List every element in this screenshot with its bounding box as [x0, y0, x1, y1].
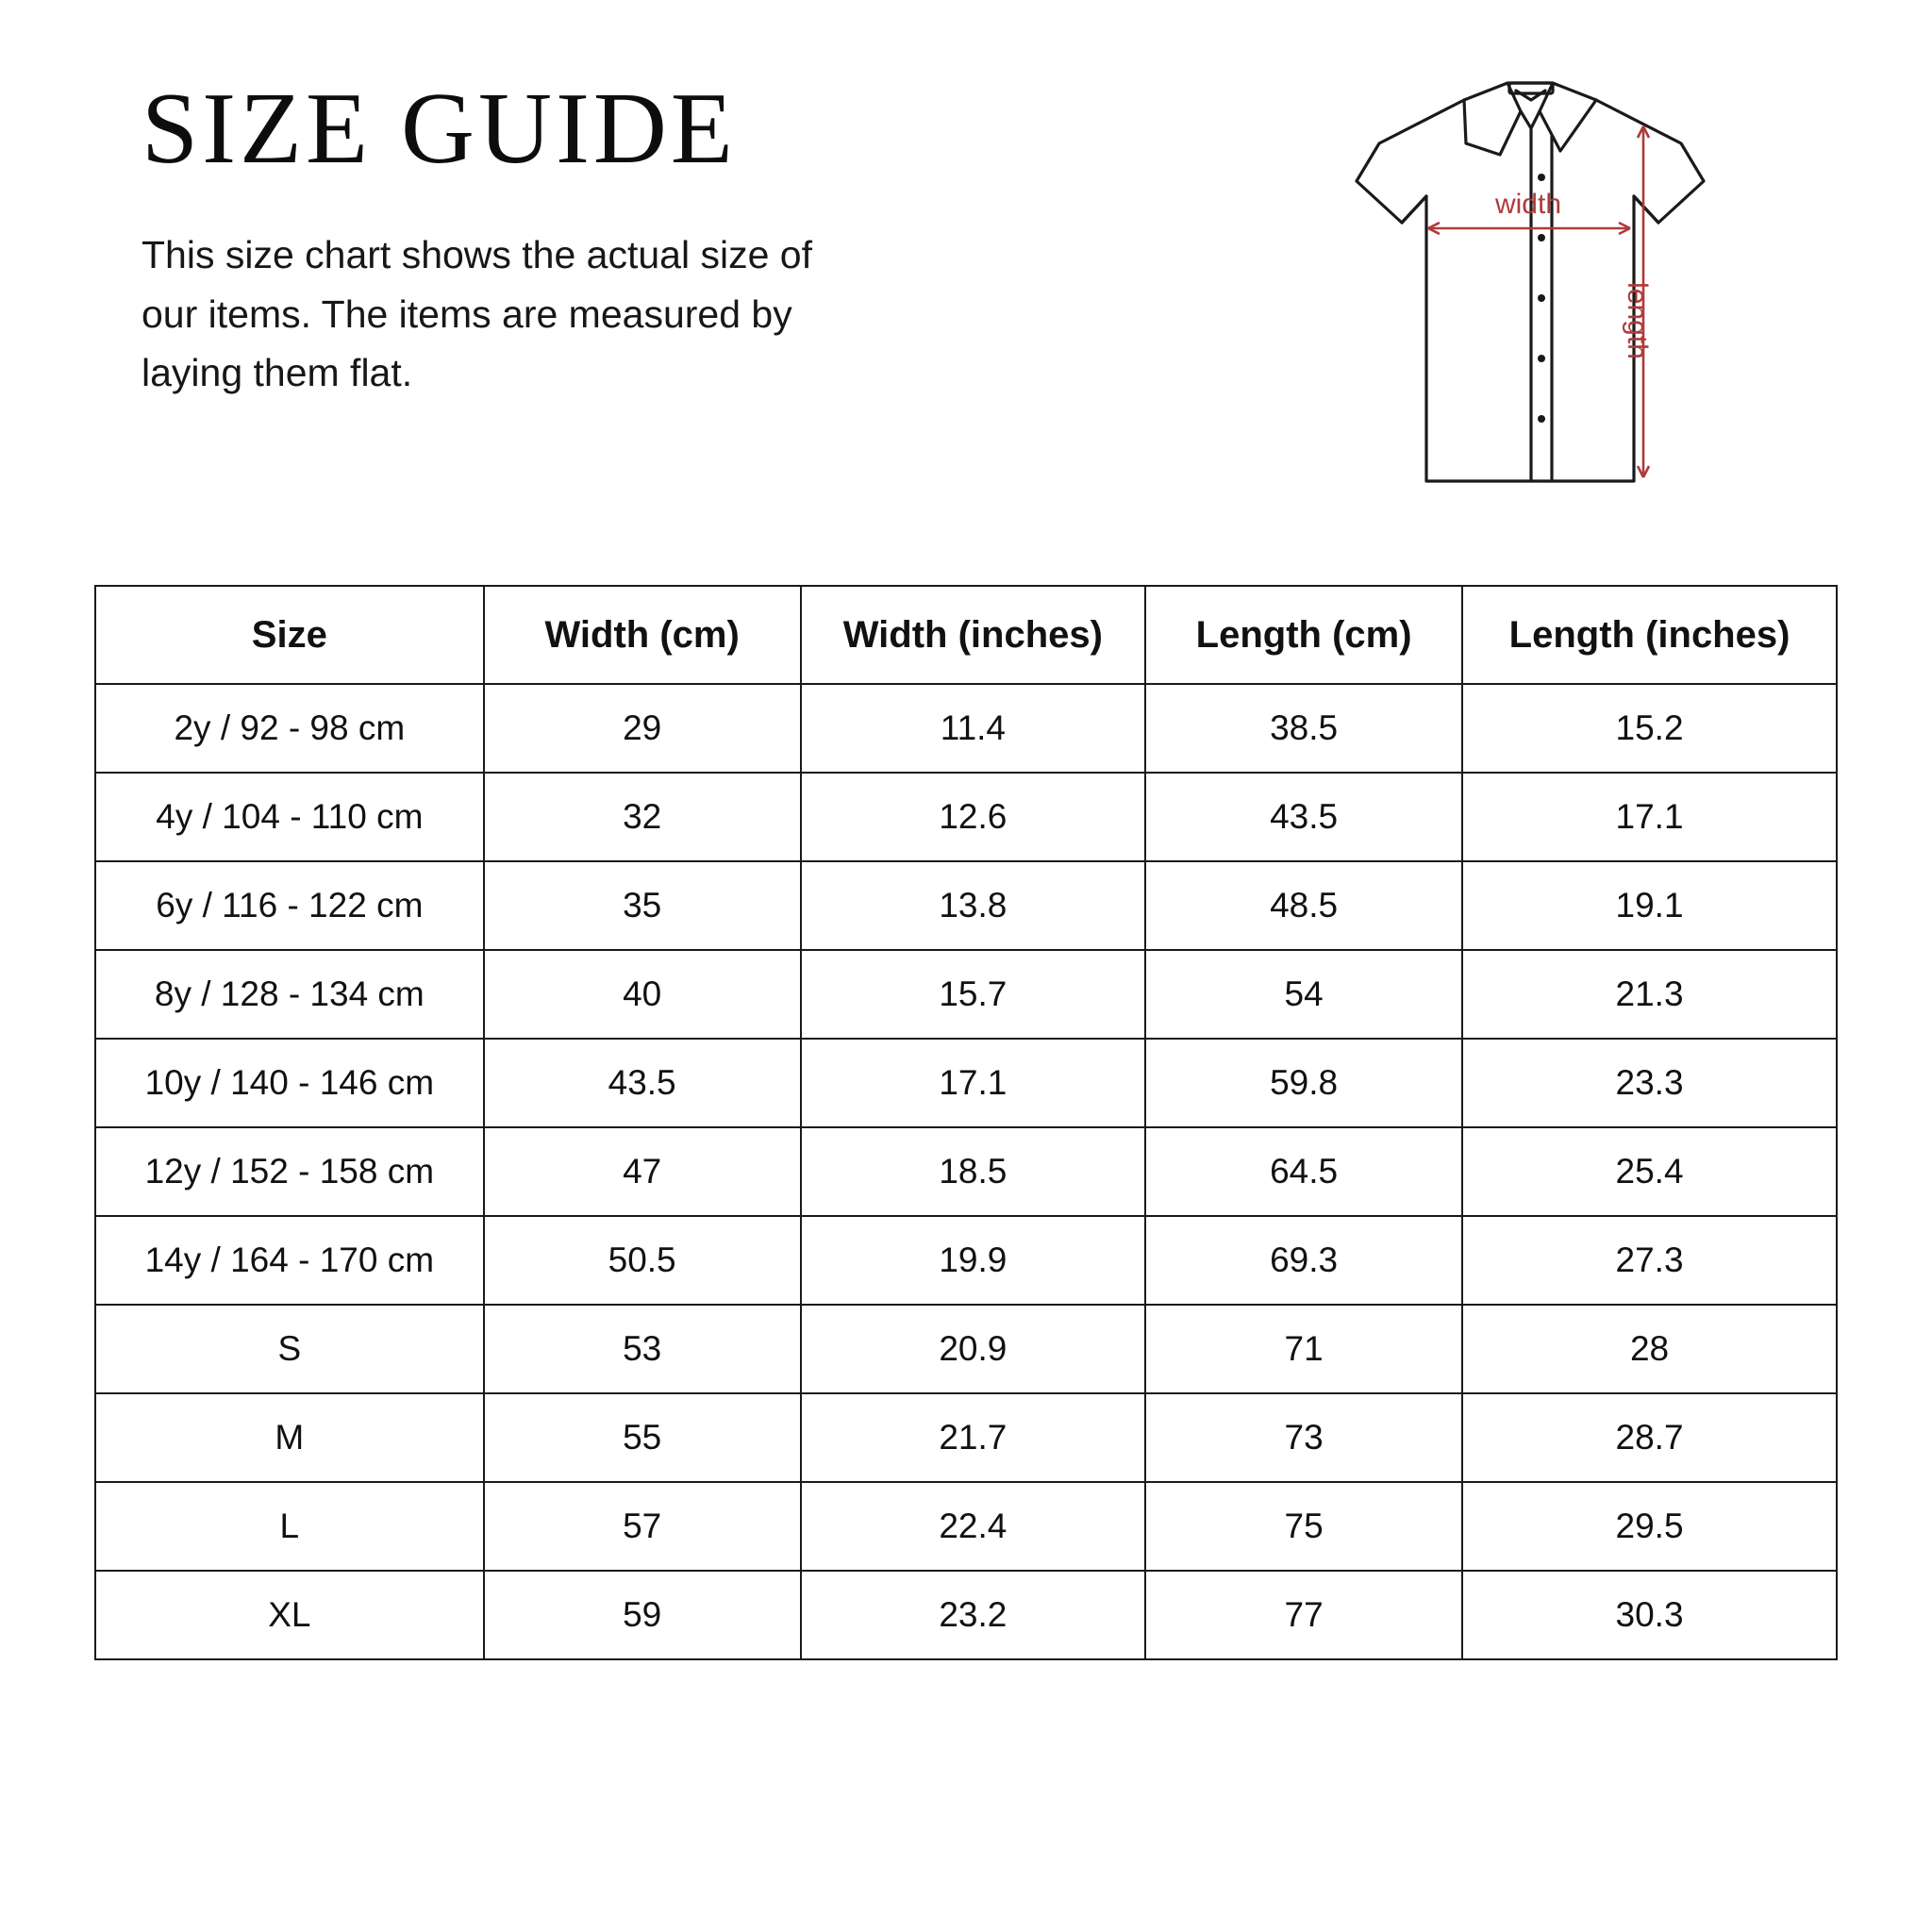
cell-width-inches: 13.8 [801, 861, 1146, 950]
cell-width-inches: 18.5 [801, 1127, 1146, 1216]
table-row [95, 1305, 1837, 1393]
cell-width-inches: 12.6 [801, 773, 1146, 861]
cell-size: 14y / 164 - 170 cm [95, 1216, 484, 1305]
size-table-container [94, 585, 1838, 1660]
cell-size: 12y / 152 - 158 cm [95, 1127, 484, 1216]
cell-size: M [95, 1393, 484, 1482]
table-row [95, 773, 1837, 861]
cell-length-inches: 28 [1462, 1305, 1837, 1393]
cell-width-cm: 50.5 [484, 1216, 801, 1305]
table-row [95, 950, 1837, 1039]
cell-width-inches: 11.4 [801, 684, 1146, 773]
cell-size: L [95, 1482, 484, 1571]
cell-length-inches: 27.3 [1462, 1216, 1837, 1305]
cell-width-inches: 20.9 [801, 1305, 1146, 1393]
cell-length-inches: 23.3 [1462, 1039, 1837, 1127]
cell-length-cm: 71 [1145, 1305, 1462, 1393]
length-label: length [1622, 282, 1653, 359]
cell-size: S [95, 1305, 484, 1393]
cell-length-cm: 69.3 [1145, 1216, 1462, 1305]
cell-width-cm: 32 [484, 773, 801, 861]
cell-width-cm: 29 [484, 684, 801, 773]
column-header-length-cm: Length (cm) [1145, 586, 1462, 684]
cell-length-inches: 15.2 [1462, 684, 1837, 773]
table-row [95, 1393, 1837, 1482]
column-header-width-cm: Width (cm) [484, 586, 801, 684]
page-title: SIZE GUIDE [142, 73, 737, 185]
cell-length-inches: 17.1 [1462, 773, 1837, 861]
cell-size: 8y / 128 - 134 cm [95, 950, 484, 1039]
cell-length-cm: 43.5 [1145, 773, 1462, 861]
cell-length-cm: 73 [1145, 1393, 1462, 1482]
column-header-size: Size [95, 586, 484, 684]
cell-width-inches: 23.2 [801, 1571, 1146, 1659]
cell-size: 4y / 104 - 110 cm [95, 773, 484, 861]
cell-width-cm: 59 [484, 1571, 801, 1659]
cell-size: 10y / 140 - 146 cm [95, 1039, 484, 1127]
column-header-width-inches: Width (inches) [801, 586, 1146, 684]
cell-length-cm: 75 [1145, 1482, 1462, 1571]
cell-width-inches: 21.7 [801, 1393, 1146, 1482]
cell-length-cm: 64.5 [1145, 1127, 1462, 1216]
table-row [95, 861, 1837, 950]
cell-length-inches: 30.3 [1462, 1571, 1837, 1659]
cell-length-cm: 77 [1145, 1571, 1462, 1659]
header [142, 75, 1226, 402]
cell-size: 6y / 116 - 122 cm [95, 861, 484, 950]
shirt-icon [1323, 38, 1851, 566]
table-row [95, 1571, 1837, 1659]
page-description: This size chart shows the actual size of our items. The items are measured by laying them flat. [142, 233, 812, 395]
cell-length-inches: 29.5 [1462, 1482, 1837, 1571]
cell-width-cm: 47 [484, 1127, 801, 1216]
cell-length-inches: 25.4 [1462, 1127, 1837, 1216]
cell-width-inches: 17.1 [801, 1039, 1146, 1127]
cell-size: 2y / 92 - 98 cm [95, 684, 484, 773]
width-label: width [1494, 189, 1562, 220]
cell-length-inches: 19.1 [1462, 861, 1837, 950]
cell-length-inches: 28.7 [1462, 1393, 1837, 1482]
column-header-length-inches: Length (inches) [1462, 586, 1837, 684]
cell-width-inches: 15.7 [801, 950, 1146, 1039]
table-row [95, 1216, 1837, 1305]
cell-width-cm: 57 [484, 1482, 801, 1571]
cell-length-cm: 38.5 [1145, 684, 1462, 773]
cell-width-cm: 53 [484, 1305, 801, 1393]
size-table [94, 585, 1838, 1660]
cell-width-cm: 55 [484, 1393, 801, 1482]
cell-width-cm: 43.5 [484, 1039, 801, 1127]
cell-length-inches: 21.3 [1462, 950, 1837, 1039]
table-row [95, 684, 1837, 773]
shirt-illustration [1323, 38, 1851, 566]
cell-width-inches: 19.9 [801, 1216, 1146, 1305]
cell-length-cm: 59.8 [1145, 1039, 1462, 1127]
cell-length-cm: 54 [1145, 950, 1462, 1039]
table-row [95, 1127, 1837, 1216]
cell-width-cm: 40 [484, 950, 801, 1039]
table-row [95, 1039, 1837, 1127]
cell-size: XL [95, 1571, 484, 1659]
table-row [95, 1482, 1837, 1571]
cell-width-cm: 35 [484, 861, 801, 950]
table-header-row [95, 586, 1837, 684]
cell-length-cm: 48.5 [1145, 861, 1462, 950]
cell-width-inches: 22.4 [801, 1482, 1146, 1571]
